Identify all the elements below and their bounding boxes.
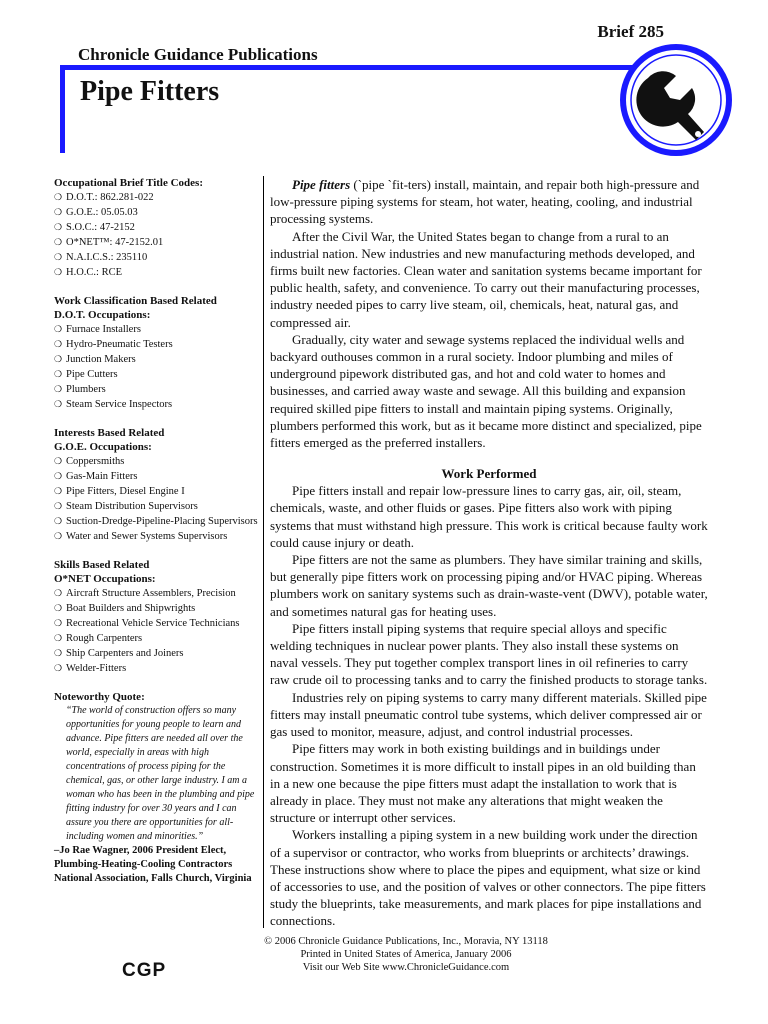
cgp-logo: CGP	[122, 960, 167, 981]
quote-text: “The world of construction offers so many opportunities for young people to learn and advance. Pipe fitters are needed all over the world, especially in areas with high concentrations of process piping for the chemical, gas, or other large industry. I am a woman who has been in the plumbing and pipe fitting industry for over 30 years and I can assure you there are opportunities for all-including women and minorities.”	[66, 705, 255, 842]
work-paragraph: Pipe fitters may work in both existing buildings and in buildings under construction. Sometimes it is more difficult to install pipes in an old building than in a new one because the pipe fitters must adapt the installation to work that is already in place. They must not make any alterations that might weaken the structure or interrupt other services.	[270, 741, 696, 826]
work-paragraph: Pipe fitters install piping systems that require special alloys and specific welding techniques in nuclear power plants. They also install these systems on naval vessels. They put together complex transport lines in oil refineries to carry raw crude oil to processing tanks and to carry the finished products to storage tanks.	[270, 620, 708, 688]
onet-heading-2: O*NET Occupations:	[54, 573, 156, 585]
title-codes-section	[54, 176, 258, 280]
list-item: ❍ Aircraft Structure Assemblers, Precision	[54, 586, 258, 601]
quote-attribution: –Jo Rae Wagner, 2006 President Elect, Plumbing-Heating-Cooling Contractors National Association, Falls Church, Virginia	[54, 845, 252, 884]
printed-info: Printed in United States of America, January 2006	[300, 949, 512, 960]
column-divider	[263, 176, 264, 928]
list-item: ❍ Ship Carpenters and Joiners	[54, 646, 258, 661]
dot-heading-1: Work Classification Based Related	[54, 295, 217, 307]
brief-number: Brief 285	[597, 22, 664, 41]
work-paragraph: Pipe fitters are not the same as plumbers. They have similar training and skills, but generally pipe fitters work on processing piping and/or HVAC piping. Whereas plumbers work on sanitary systems such as drain-waste-vent (DWV), potable water, and sometimes natural gas for heating uses.	[270, 552, 708, 619]
footer	[200, 935, 612, 974]
list-item: ❍ Junction Makers	[54, 352, 258, 367]
list-item: ❍ Coppersmiths	[54, 454, 258, 469]
intro-paragraph	[270, 176, 708, 228]
section-heading: Work Performed	[441, 466, 537, 482]
header-rule-vertical	[60, 65, 65, 153]
sidebar	[54, 176, 258, 886]
list-item: ❍ Hydro-Pneumatic Testers	[54, 337, 258, 352]
dot-heading-2: D.O.T. Occupations:	[54, 309, 151, 321]
publisher-name: Chronicle Guidance Publications	[78, 45, 318, 64]
onet-heading-1: Skills Based Related	[54, 559, 150, 571]
quote-section	[54, 690, 258, 886]
list-item: ❍ Plumbers	[54, 382, 258, 397]
list-item: ❍ Pipe Fitters, Diesel Engine I	[54, 484, 258, 499]
wrench-icon	[618, 42, 734, 158]
list-item: ❍ Rough Carpenters	[54, 631, 258, 646]
goe-heading-1: Interests Based Related	[54, 427, 165, 439]
history-paragraph: After the Civil War, the United States began to change from a rural to an industrial nation. New industries and new manufacturing methods developed, and firms built new factories. Clean water and sanitation systems became important for public health, safety, and convenience. To carry out their manufacturing processes, industry needed pipes to carry live steam, oil, chemicals, heat, natural gas, and compressed air.	[270, 228, 702, 330]
goe-heading-2: G.O.E. Occupations:	[54, 441, 152, 453]
copyright: © 2006 Chronicle Guidance Publications, Inc., Moravia, NY 13118	[264, 936, 548, 947]
title-codes-heading: Occupational Brief Title Codes:	[54, 177, 204, 189]
code-onet: ❍ O*NET™: 47-2152.01	[54, 235, 258, 250]
lead-rest: (`pipe `fit-ters) install, maintain, and repair both high-pressure and low-pressure piping systems for steam, hot water, heating, cooling, and industrial processing systems.	[270, 177, 700, 227]
header-rule	[60, 65, 640, 70]
list-item: ❍ Boat Builders and Shipwrights	[54, 601, 258, 616]
page-title: Pipe Fitters	[80, 76, 220, 107]
website-link: Visit our Web Site www.ChronicleGuidance.com	[302, 962, 510, 973]
dot-occupations-section	[54, 294, 258, 412]
work-paragraph: Pipe fitters install and repair low-pressure lines to carry gas, air, oil, steam, chemicals, waste, and other fluids or gases. Pipe fitters also work with piping systems that must withstand high pressure. This work is critical because faulty work could cause injury or death.	[270, 483, 708, 550]
work-paragraph: Workers installing a piping system in a new building work under the direction of a supervisor or contractor, who works from blueprints or architects’ drawings. These instructions show where to place the pipes and equipment, what size or kind of accessories to use, and the position of valves or other connectors. The pipe fitters study the blueprints, take measurements, and mark places for pipe installations and connections.	[270, 827, 706, 929]
code-goe: ❍ G.O.E.: 05.05.03	[54, 205, 258, 220]
list-item: ❍ Steam Service Inspectors	[54, 397, 258, 412]
list-item: ❍ Recreational Vehicle Service Technicians	[54, 616, 258, 631]
list-item: ❍ Gas-Main Fitters	[54, 469, 258, 484]
onet-occupations-section	[54, 558, 258, 676]
lead-term: Pipe fitters	[292, 177, 351, 192]
list-item: ❍ Steam Distribution Supervisors	[54, 499, 258, 514]
code-soc: ❍ S.O.C.: 47-2152	[54, 220, 258, 235]
list-item: ❍ Welder-Fitters	[54, 661, 258, 676]
list-item: ❍ Suction-Dredge-Pipeline-Placing Supervisors	[54, 514, 258, 529]
list-item: ❍ Water and Sewer Systems Supervisors	[54, 529, 258, 544]
work-paragraph: Industries rely on piping systems to carry many different materials. Skilled pipe fitters may install pneumatic control tube systems, which deliver compressed air or gas used to monitor, measure, adjust, and control industrial processes.	[270, 689, 707, 740]
code-naics: ❍ N.A.I.C.S.: 235110	[54, 250, 258, 265]
main-content	[270, 176, 708, 930]
code-hoc: ❍ H.O.C.: RCE	[54, 265, 258, 280]
quote-heading: Noteworthy Quote:	[54, 691, 145, 703]
code-dot: ❍ D.O.T.: 862.281-022	[54, 190, 258, 205]
list-item: ❍ Pipe Cutters	[54, 367, 258, 382]
history-paragraph-2: Gradually, city water and sewage systems replaced the individual wells and backyard outhouses common in a rural society. Indoor plumbing and miles of underground pipework distributed gas, and hot and cold water to homes and businesses, and carried away waste and sewage. All this building and expansion required skilled pipe fitters to install and maintain piping systems. Originally, plumbers performed this work, but as it became more distinct and specialized, pipe fitters emerged as the preferred installers.	[270, 331, 702, 451]
goe-occupations-section	[54, 426, 258, 544]
list-item: ❍ Furnace Installers	[54, 322, 258, 337]
